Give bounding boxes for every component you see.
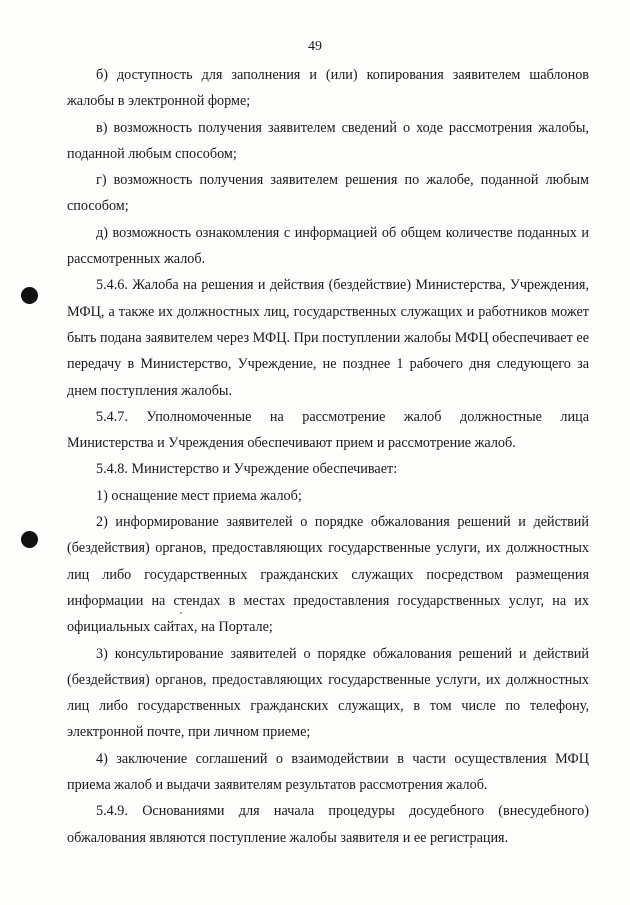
punch-hole-mark	[21, 531, 38, 548]
paragraph: б) доступность для заполнения и (или) копирования заявителем шаблонов жалобы в электронной форме;	[67, 67, 589, 110]
paragraph: 5.4.6. Жалоба на решения и действия (бездействие) Министерства, Учреждения, МФЦ, а также их должностных лиц, государственных служащих и работников может быть подана заявителем через МФЦ. При поступлении жалобы МФЦ обеспечивает ее передачу в Министерство, Учреждение, не позднее 1 рабочего дня следующего за днем поступления жалобы.	[67, 277, 589, 399]
paragraph: 5.4.7. Уполномоченные на рассмотрение жалоб должностные лица Министерства и Учреждения обеспечивают прием и рассмотрение жалоб.	[67, 408, 589, 452]
paragraph: 5.4.9. Основаниями для начала процедуры досудебного (внесудебного) обжалования являются поступление жалобы заявителя и ее регистрация.	[67, 803, 589, 846]
punch-hole-mark	[21, 287, 38, 304]
paragraph: 1) оснащение мест приема жалоб;	[96, 487, 302, 504]
paragraph: 2) информирование заявителей о порядке обжалования решений и действий (бездействия) органов, предоставляющих государственные услуги, их должностных лиц либо государственных гражданских служащих посредством размещения информации на стендах в местах предоставления государственных услуг, на их официальных сайтах, на Портале;	[67, 514, 589, 636]
paragraph: 3) консультирование заявителей о порядке обжалования решений и действий (бездействия) органов, предоставляющих государственные услуги, их должностных лиц либо государственных гражданских служащих, в том числе по телефону, электронной почте, при личном приеме;	[67, 645, 589, 741]
page-number: 49	[308, 39, 322, 54]
paragraph: 4) заключение соглашений о взаимодействии в части осуществления МФЦ приема жалоб и выдачи заявителям результатов рассмотрения жалоб.	[67, 750, 589, 794]
paragraph: г) возможность получения заявителем решения по жалобе, поданной любым способом;	[67, 172, 589, 215]
paragraph: д) возможность ознакомления с информацией об общем количестве поданных и рассмотренных жалоб.	[67, 224, 589, 268]
paragraph: 5.4.8. Министерство и Учреждение обеспечивает:	[96, 461, 398, 478]
paragraph: в) возможность получения заявителем сведений о ходе рассмотрения жалобы, поданной любым способом;	[67, 119, 589, 162]
document-body	[67, 62, 589, 851]
